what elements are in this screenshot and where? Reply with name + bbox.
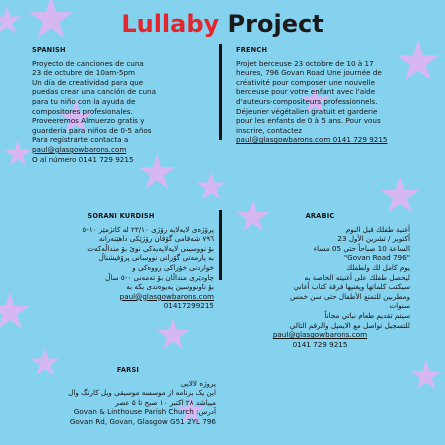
arabic-line: سنوات: [389, 301, 410, 311]
sorani-phone: 01417299215: [163, 301, 214, 311]
french-contact-link[interactable]: paul@glasgowbarons.com 0141 729 9215: [236, 135, 388, 145]
spanish-line: Para registrarte contacta a: [32, 135, 129, 145]
arabic-line: "796 Govan Road": [343, 253, 410, 263]
arabic-email-link[interactable]: paul@glasgowbarons.com: [272, 330, 368, 340]
star-decoration: [0, 292, 30, 332]
arabic-heading: ARABIC: [305, 212, 335, 220]
sorani-line: خواردنی خۆراکی رووەکی و: [132, 262, 214, 272]
sorani-line: بۆ نووسینی لایەلایەیەکی نوێ بۆ منداڵەکەت: [87, 243, 214, 253]
arabic-line: ومطربين للتمتع الأطفال حتى سن خمس: [290, 291, 410, 301]
french-line: heures, 796 Govan Road Une journée de: [236, 68, 382, 78]
arabic-line: ليحصل طفلك على أغنيته الخاصة به: [304, 272, 410, 282]
french-line: d'auteurs-compositeurs professionnels.: [236, 96, 378, 106]
farsi-line: پروژه لالایی: [180, 378, 216, 388]
spanish-phone: O al número 0141 729 9215: [32, 154, 134, 164]
spanish-line: 23 de octubre de 10am-5pm: [32, 68, 136, 78]
sorani-heading: SORANI KURDISH: [87, 212, 155, 220]
spanish-line: puedas crear una canción de cuna: [32, 87, 156, 97]
arabic-line: يوم كامل لك ولطفلك: [346, 262, 410, 272]
sorani-line: ٧٩٦ شەقامی گۆڤان رۆژێکی داهێنەرانە: [99, 234, 214, 244]
star-decoration: [410, 360, 442, 392]
column-divider: [219, 44, 222, 140]
spanish-section: [32, 46, 216, 164]
french-line: Déjeuner végétalien gratuit et garderie: [236, 106, 378, 116]
farsi-section: [40, 366, 216, 427]
french-line: berceuse pour votre enfant avec l'aide: [236, 87, 376, 97]
spanish-line: Un día de creatividad para que: [32, 77, 144, 87]
french-line: créativité pour composer une nouvelle: [236, 77, 376, 87]
spanish-line: compositores profesionales.: [32, 106, 133, 116]
sorani-email-link[interactable]: paul@glasgowbarons.com: [119, 291, 214, 301]
farsi-line: میباشد ۲۸ اکتبر ۱۰ صبح تا ۵ عصر: [115, 397, 216, 407]
title-lullaby: Lullaby: [121, 10, 220, 38]
farsi-line: 796 Govan Rd, Govan, Glasgow G51 2YL: [69, 416, 216, 426]
arabic-line: أغنية طفلك قبل النوم: [345, 224, 410, 234]
french-section: [236, 46, 436, 145]
arabic-phone: 0141 729 9215: [292, 339, 348, 349]
arabic-line: سيتم تقديم طعام نباتي مجاناً: [324, 310, 410, 320]
spanish-line: para tu niño con la ayuda de: [32, 96, 136, 106]
arabic-line: أكتوبر / تشرين الأول 23: [337, 234, 410, 244]
sorani-line: چاودێری منداڵان بۆ تەمەنی ٠-٥ ساڵ: [105, 272, 214, 282]
french-line: Projet berceuse 23 octobre de 10 à 17: [236, 58, 374, 68]
farsi-line: آدرس: Govan & Linthouse Parish Church: [73, 407, 216, 417]
french-line: pour les enfants de 0 à 5 ans. Pour vous: [236, 116, 381, 126]
french-heading: FRENCH: [236, 46, 268, 54]
farsi-heading: FARSI: [116, 366, 140, 374]
spanish-email-link[interactable]: paul@glasgowbarons.com: [32, 144, 127, 154]
spanish-line: guardería para niños de 0-5 años: [32, 125, 152, 135]
sorani-line: بۆ ناونووسین پەیوەندی بکە بە: [126, 282, 214, 292]
french-line: inscrire, contactez: [236, 125, 303, 135]
column-divider: [219, 210, 222, 280]
star-decoration: [156, 318, 190, 352]
sorani-line: بە یارمەتی گۆرانی نووسانی پرۆفیشناڵ: [98, 253, 214, 263]
sorani-line: پرۆژەی لایەلایە رۆژی ٢٣/١٠ لە کاتژمێر ١٠-٥: [82, 224, 214, 234]
sorani-section: [28, 212, 214, 311]
arabic-section: [230, 212, 410, 349]
spanish-line: Proyecto de canciones de cuna: [32, 58, 144, 68]
star-decoration: [4, 140, 32, 168]
star-decoration: [196, 172, 226, 202]
spanish-line: Proveeremos Almuerzo gratis y: [32, 116, 145, 126]
title-project: Project: [227, 10, 324, 38]
farsi-line: این یک برنامه از موسسه موسیقی ویل کارنگ وال: [68, 388, 216, 398]
arabic-line: للتسجيل تواصل مع الايميل والرقم التالي: [289, 320, 410, 330]
page-title: [0, 10, 445, 38]
star-decoration: [380, 176, 420, 216]
arabic-line: سيكتب كلماتها ويغنيها فرقة كتاب أغاني: [293, 282, 410, 292]
spanish-heading: SPANISH: [32, 46, 66, 54]
arabic-line: الساعة 10 صباحاً حتى 05 مساء: [313, 243, 410, 253]
